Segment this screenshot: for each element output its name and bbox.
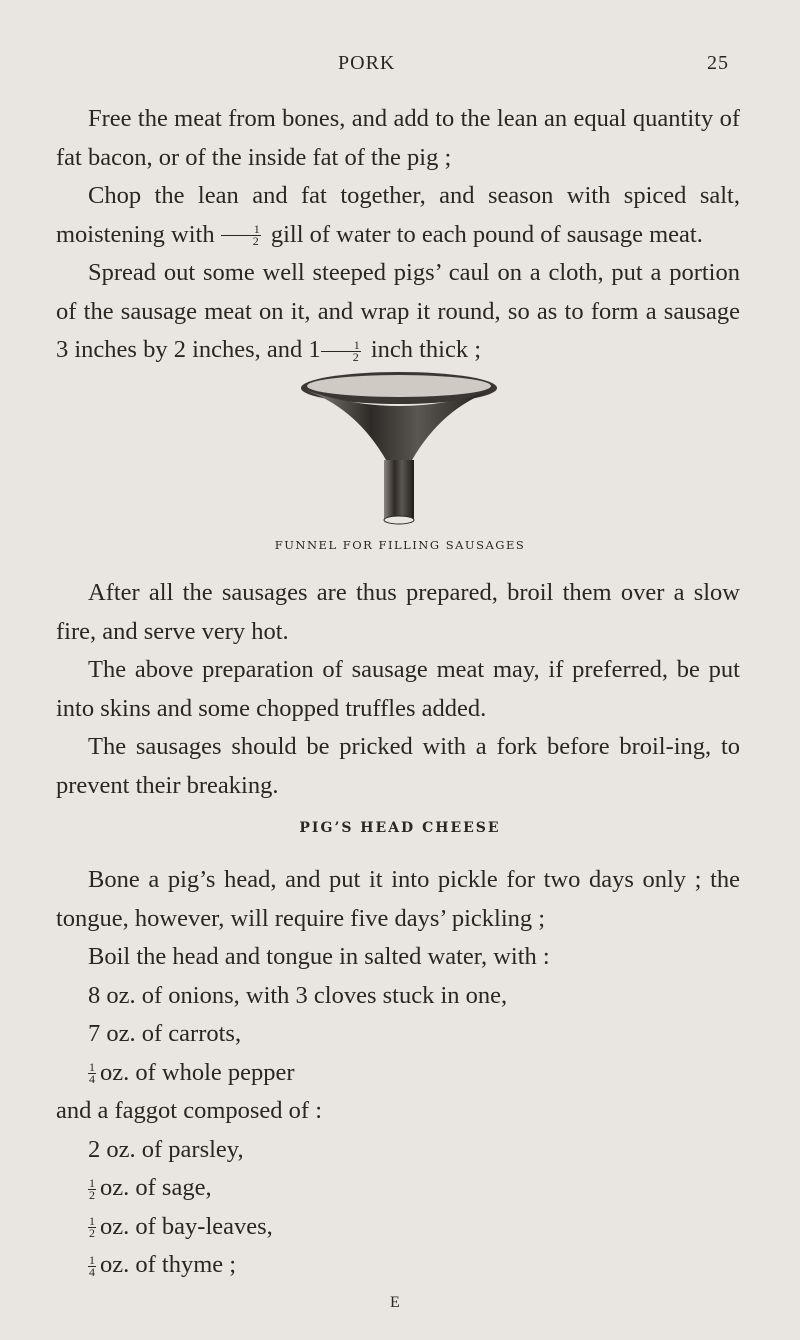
ingredient-list bbox=[56, 977, 740, 1093]
figure-caption: FUNNEL FOR FILLING SAUSAGES bbox=[274, 538, 526, 552]
sausage-serving-text bbox=[56, 574, 740, 805]
paragraph bbox=[56, 177, 740, 254]
page-header bbox=[0, 52, 800, 82]
text-run: gill of water to each pound of sausage meat. bbox=[270, 220, 703, 248]
ingredient-text: of parsley, bbox=[141, 1135, 244, 1163]
fraction-denominator: 2 bbox=[89, 1226, 95, 1241]
fraction-numerator: 1 bbox=[89, 1060, 95, 1075]
ingredient-qty: 2 oz. bbox=[88, 1135, 136, 1163]
paragraph: The sausages should be pricked with a fork before broil-ing, to prevent their breaking. bbox=[56, 733, 740, 799]
text-run: Chop the lean and fat together, and season with spiced salt, moistening with bbox=[56, 182, 740, 248]
ingredient-text: oz. of sage, bbox=[100, 1174, 212, 1201]
fraction bbox=[88, 1175, 96, 1202]
signature-mark: E bbox=[390, 1294, 400, 1311]
text-run: inch thick ; bbox=[370, 336, 482, 363]
paragraph: Bone a pig’s head, and put it into pickle for two days only ; the tongue, however, will require five days’ pickling ; bbox=[56, 866, 740, 932]
fraction-denominator: 4 bbox=[89, 1264, 95, 1279]
list-item bbox=[56, 1169, 740, 1208]
fraction bbox=[321, 337, 361, 364]
paragraph bbox=[56, 254, 740, 370]
ingredient-text: oz. of whole pepper bbox=[100, 1058, 295, 1086]
fraction-numerator: 1 bbox=[89, 1252, 95, 1267]
funnel-opening bbox=[307, 375, 491, 397]
faggot-list bbox=[56, 1131, 740, 1285]
ingredient-text: of onions, with 3 cloves stuck in one, bbox=[141, 981, 508, 1009]
ingredient-qty: 8 oz. bbox=[88, 981, 136, 1009]
funnel-spout-end bbox=[384, 516, 414, 524]
sausage-recipe-text bbox=[56, 100, 740, 370]
list-item bbox=[56, 977, 740, 1016]
fraction bbox=[88, 1252, 96, 1279]
list-item bbox=[56, 1015, 740, 1054]
list-item bbox=[56, 1131, 740, 1170]
fraction bbox=[88, 1062, 96, 1085]
section-title: PIG’S HEAD CHEESE bbox=[299, 820, 501, 836]
paragraph: and a faggot composed of : bbox=[56, 1097, 323, 1124]
ingredient-qty: 7 oz. bbox=[88, 1020, 136, 1047]
fraction-denominator: 2 bbox=[252, 234, 259, 249]
funnel-illustration-icon bbox=[296, 368, 502, 528]
ingredient-text: of carrots, bbox=[141, 1020, 242, 1047]
text-run: Spread out some well steeped pigs’ caul on a cloth, put a portion of the sausage meat on it, and wrap it round, so as to form a sausage 3 inches by 2 inches, and 1 bbox=[56, 259, 740, 363]
ingredient-text: oz. of bay-leaves, bbox=[100, 1212, 273, 1240]
list-item bbox=[56, 1054, 740, 1093]
paragraph: Boil the head and tongue in salted water, with : bbox=[88, 943, 550, 970]
fraction-numerator: 1 bbox=[89, 1214, 95, 1229]
page-number: 25 bbox=[707, 52, 729, 74]
fraction-denominator: 4 bbox=[89, 1072, 95, 1087]
list-item bbox=[56, 1246, 740, 1285]
funnel-spout bbox=[384, 460, 414, 520]
paragraph: After all the sausages are thus prepared, broil them over a slow fire, and serve very hot. bbox=[56, 579, 740, 645]
fraction bbox=[88, 1216, 96, 1239]
fraction bbox=[221, 224, 261, 247]
list-item bbox=[56, 1208, 740, 1247]
fraction-numerator: 1 bbox=[89, 1175, 95, 1190]
fraction-denominator: 2 bbox=[352, 349, 359, 364]
running-head: PORK bbox=[338, 52, 396, 74]
head-cheese-recipe-text bbox=[56, 861, 740, 1285]
ingredient-text: oz. of thyme ; bbox=[100, 1251, 237, 1278]
fraction-numerator: 1 bbox=[321, 340, 361, 352]
fraction-numerator: 1 bbox=[221, 224, 261, 236]
paragraph: Free the meat from bones, and add to the lean an equal quantity of fat bacon, or of the inside fat of the pig ; bbox=[56, 105, 740, 171]
paragraph: The above preparation of sausage meat may, if preferred, be put into skins and some chopped truffles added. bbox=[56, 656, 740, 722]
fraction-denominator: 2 bbox=[89, 1187, 95, 1202]
